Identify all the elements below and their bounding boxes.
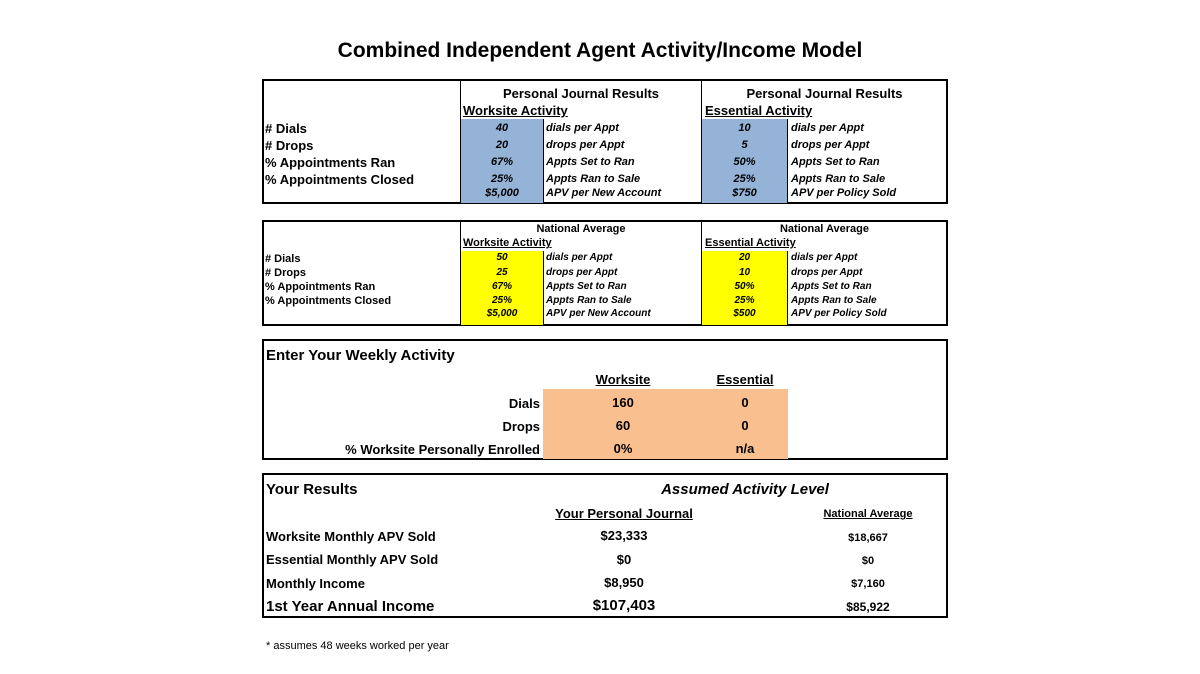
personal-worksite-value: 40	[495, 122, 509, 134]
row-label-appts-ran: % Appointments Ran	[265, 281, 376, 293]
results-personal-value: $23,333	[600, 528, 648, 543]
national-worksite-desc: Appts Ran to Sale	[546, 295, 632, 306]
national-essential-value: 10	[738, 267, 751, 278]
results-row-label: Essential Monthly APV Sold	[266, 552, 439, 567]
national-worksite-desc: APV per New Account	[546, 308, 651, 319]
national-essential-value: 25%	[734, 295, 755, 306]
personal-worksite-desc: drops per Appt	[546, 139, 625, 151]
national-worksite-desc: Appts Set to Ran	[546, 281, 627, 292]
national-worksite-label: Worksite Activity	[463, 237, 552, 249]
national-essential-desc: dials per Appt	[791, 252, 858, 263]
personal-worksite-desc: Appts Set to Ran	[546, 156, 635, 168]
national-essential-desc: drops per Appt	[791, 267, 863, 278]
personal-essential-desc: Appts Set to Ran	[791, 156, 880, 168]
national-worksite-value: 67%	[491, 281, 512, 292]
results-row-label: 1st Year Annual Income	[266, 598, 435, 615]
personal-essential-desc: drops per Appt	[791, 139, 870, 151]
national-worksite-value: 25	[496, 267, 508, 278]
weekly-heading: Enter Your Weekly Activity	[266, 347, 455, 364]
national-essential-header: National Average	[779, 223, 870, 235]
personal-essential-desc: dials per Appt	[791, 122, 864, 134]
weekly-row-label: Drops	[502, 419, 540, 434]
personal-essential-value: 25%	[733, 173, 756, 185]
personal-worksite-value: 20	[495, 139, 509, 151]
row-label-appts-ran: % Appointments Ran	[265, 155, 396, 170]
national-worksite-value: 50	[496, 252, 508, 263]
national-essential-value: 20	[738, 252, 751, 263]
national-worksite-desc: drops per Appt	[546, 267, 618, 278]
row-label-dials: # Dials	[265, 121, 307, 136]
national-worksite-value: 25%	[491, 295, 512, 306]
row-label-dials: # Dials	[265, 253, 301, 265]
weekly-essential-input: n/a	[735, 441, 755, 456]
weekly-row-label: % Worksite Personally Enrolled	[345, 442, 540, 457]
weekly-worksite-input[interactable]: 60	[615, 418, 631, 433]
personal-essential-value: 50%	[733, 156, 756, 168]
divider	[543, 119, 544, 203]
results-col-national: National Average	[823, 508, 913, 520]
weekly-col-worksite: Worksite	[595, 372, 651, 387]
personal-worksite-label: Worksite Activity	[463, 103, 568, 118]
personal-worksite-value: 67%	[490, 156, 514, 168]
weekly-essential-input[interactable]: 0	[741, 395, 749, 410]
personal-essential-value: 10	[738, 122, 751, 134]
row-label-drops: # Drops	[265, 138, 314, 153]
results-national-value: $7,160	[851, 578, 885, 590]
results-national-value: $85,922	[846, 600, 890, 614]
personal-essential-desc: APV per Policy Sold	[791, 187, 897, 199]
row-label-drops: # Drops	[265, 267, 306, 279]
personal-essential-label: Essential Activity	[705, 103, 813, 118]
national-essential-desc: Appts Set to Ran	[791, 281, 872, 292]
personal-worksite-desc: APV per New Account	[546, 187, 662, 199]
national-worksite-header: National Average	[536, 223, 626, 235]
national-essential-label: Essential Activity	[705, 237, 796, 249]
personal-essential-desc: Appts Ran to Sale	[791, 173, 886, 185]
national-essential-value: $500	[733, 308, 756, 319]
weekly-col-essential: Essential	[716, 372, 774, 387]
personal-worksite-value: $5,000	[485, 187, 519, 199]
personal-worksite-desc: dials per Appt	[546, 122, 619, 134]
divider	[787, 119, 788, 203]
weekly-row-label: Dials	[508, 396, 540, 411]
page-title: Combined Independent Agent Activity/Income Model	[337, 39, 863, 62]
divider	[543, 251, 544, 325]
personal-worksite-desc: Appts Ran to Sale	[546, 173, 641, 185]
results-national-value: $0	[861, 555, 875, 567]
national-essential-desc: Appts Ran to Sale	[791, 295, 877, 306]
results-heading: Your Results	[266, 481, 358, 498]
results-row-label: Worksite Monthly APV Sold	[266, 529, 436, 544]
results-personal-value: $0	[616, 552, 632, 567]
row-label-appts-closed: % Appointments Closed	[265, 172, 415, 187]
assumed-activity-heading: Assumed Activity Level	[661, 481, 829, 498]
national-worksite-value: $5,000	[486, 308, 518, 319]
results-national-value: $18,667	[848, 532, 888, 544]
results-personal-value: $107,403	[592, 597, 656, 614]
footnote: * assumes 48 weeks worked per year	[266, 640, 449, 652]
personal-essential-value: 5	[741, 139, 748, 151]
results-col-personal: Your Personal Journal	[555, 506, 693, 521]
national-essential-desc: APV per Policy Sold	[791, 308, 887, 319]
personal-worksite-header: Personal Journal Results	[502, 86, 660, 101]
row-label-appts-closed: % Appointments Closed	[265, 295, 392, 307]
divider	[787, 251, 788, 325]
personal-worksite-value: 25%	[490, 173, 514, 185]
results-row-label: Monthly Income	[266, 576, 365, 591]
weekly-worksite-input[interactable]: 0%	[613, 441, 633, 456]
weekly-essential-input[interactable]: 0	[741, 418, 749, 433]
national-worksite-desc: dials per Appt	[546, 252, 613, 263]
personal-essential-header: Personal Journal Results	[746, 86, 903, 101]
weekly-worksite-input[interactable]: 160	[612, 395, 634, 410]
results-personal-value: $8,950	[604, 575, 644, 590]
personal-essential-value: $750	[732, 187, 757, 199]
national-essential-value: 50%	[734, 281, 755, 292]
